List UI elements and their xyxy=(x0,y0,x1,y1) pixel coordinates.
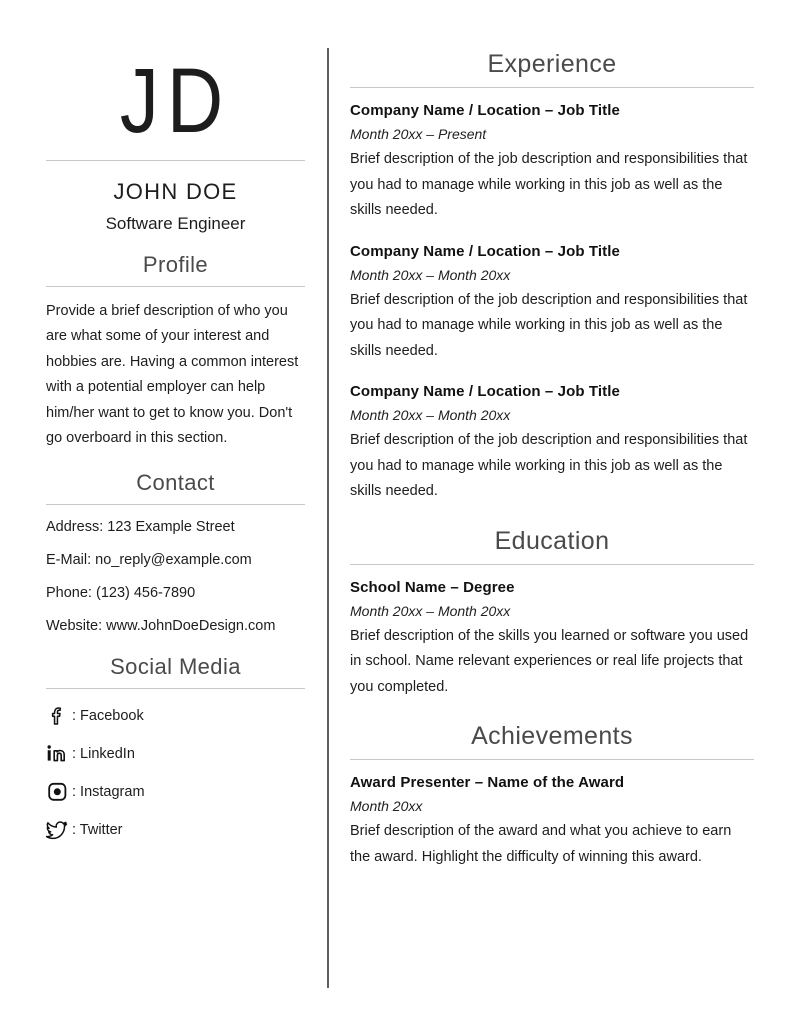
entry-title: Award Presenter – Name of the Award xyxy=(350,774,625,791)
linkedin-icon xyxy=(46,743,68,765)
profile-divider xyxy=(46,286,305,287)
entry-date: Month 20xx – Month 20xx xyxy=(350,602,511,619)
social-media-section xyxy=(46,654,305,843)
social-media-divider xyxy=(46,688,305,689)
profile-text: Provide a brief description of who you are what some of your interest and hobbies are. Having a common interest with a potential employer can help him/her want to get to know you. Don't go overboard in this section. xyxy=(46,302,299,447)
entry-description: Brief description of the job description and responsibilities that you had to manage while working in this job as well as the skills needed. xyxy=(350,291,748,359)
entry-title: Company Name / Location – Job Title xyxy=(350,102,620,119)
entry-title: Company Name / Location – Job Title xyxy=(350,242,620,260)
column-divider xyxy=(327,48,329,988)
contact-phone: Phone: (123) 456-7890 xyxy=(46,584,196,601)
monogram-initials: JD xyxy=(119,48,232,152)
experience-entry xyxy=(350,382,754,505)
entry-description: Brief description of the job description and responsibilities that you had to manage while working in this job as well as the skills needed. xyxy=(350,432,748,499)
contact-heading: Contact xyxy=(136,469,215,495)
left-column xyxy=(46,50,305,855)
social-item-twitter[interactable] xyxy=(46,817,305,843)
achievements-divider xyxy=(350,759,754,760)
education-divider xyxy=(350,564,754,565)
education-section xyxy=(350,527,754,701)
entry-date: Month 20xx – Month 20xx xyxy=(350,407,511,423)
experience-heading: Experience xyxy=(487,50,617,78)
contact-list xyxy=(46,517,305,636)
entry-description: Brief description of the skills you learned or software you used in school. Name relevant experiences or real life projects that you completed. xyxy=(350,627,749,695)
profile-section xyxy=(46,252,305,452)
full-name: JOHN DOE xyxy=(113,178,238,204)
social-label-twitter: : Twitter xyxy=(72,821,123,838)
right-column xyxy=(350,50,754,870)
social-label-facebook: : Facebook xyxy=(72,707,144,724)
experience-section xyxy=(350,50,754,505)
social-media-list xyxy=(46,703,305,843)
education-entry xyxy=(350,578,754,701)
experience-divider xyxy=(350,87,754,88)
social-label-linkedin: : LinkedIn xyxy=(72,745,135,762)
social-item-instagram[interactable] xyxy=(46,779,305,805)
education-heading: Education xyxy=(494,526,610,555)
entry-title: Company Name / Location – Job Title xyxy=(350,383,620,400)
entry-description: Brief description of the award and what you achieve to earn the award. Highlight the difficulty of winning this award. xyxy=(350,823,732,865)
contact-email[interactable]: E-Mail: no_reply@example.com xyxy=(46,551,252,568)
contact-section xyxy=(46,470,305,636)
job-role: Software Engineer xyxy=(105,213,246,233)
entry-date: Month 20xx xyxy=(350,798,423,814)
social-item-facebook[interactable] xyxy=(46,703,305,729)
achievements-section xyxy=(350,722,754,870)
contact-address: Address: 123 Example Street xyxy=(46,518,235,535)
social-label-instagram: : Instagram xyxy=(72,783,145,800)
twitter-icon xyxy=(46,819,68,841)
achievements-heading: Achievements xyxy=(471,722,633,750)
entry-date: Month 20xx – Present xyxy=(350,126,487,142)
social-item-linkedin[interactable] xyxy=(46,741,305,767)
achievement-entry xyxy=(350,773,754,870)
experience-entry xyxy=(350,101,754,224)
facebook-icon xyxy=(46,705,68,727)
contact-divider xyxy=(46,504,305,505)
entry-title: School Name – Degree xyxy=(350,578,515,596)
entry-date: Month 20xx – Month 20xx xyxy=(350,266,511,283)
entry-description: Brief description of the job description and responsibilities that you had to manage while working in this job as well as the skills needed. xyxy=(350,151,748,218)
profile-heading: Profile xyxy=(142,251,209,277)
experience-entry xyxy=(350,242,754,365)
instagram-icon xyxy=(46,781,68,803)
monogram-divider xyxy=(46,160,305,161)
social-media-heading: Social Media xyxy=(110,653,241,679)
contact-website[interactable]: Website: www.JohnDoeDesign.com xyxy=(46,617,276,634)
